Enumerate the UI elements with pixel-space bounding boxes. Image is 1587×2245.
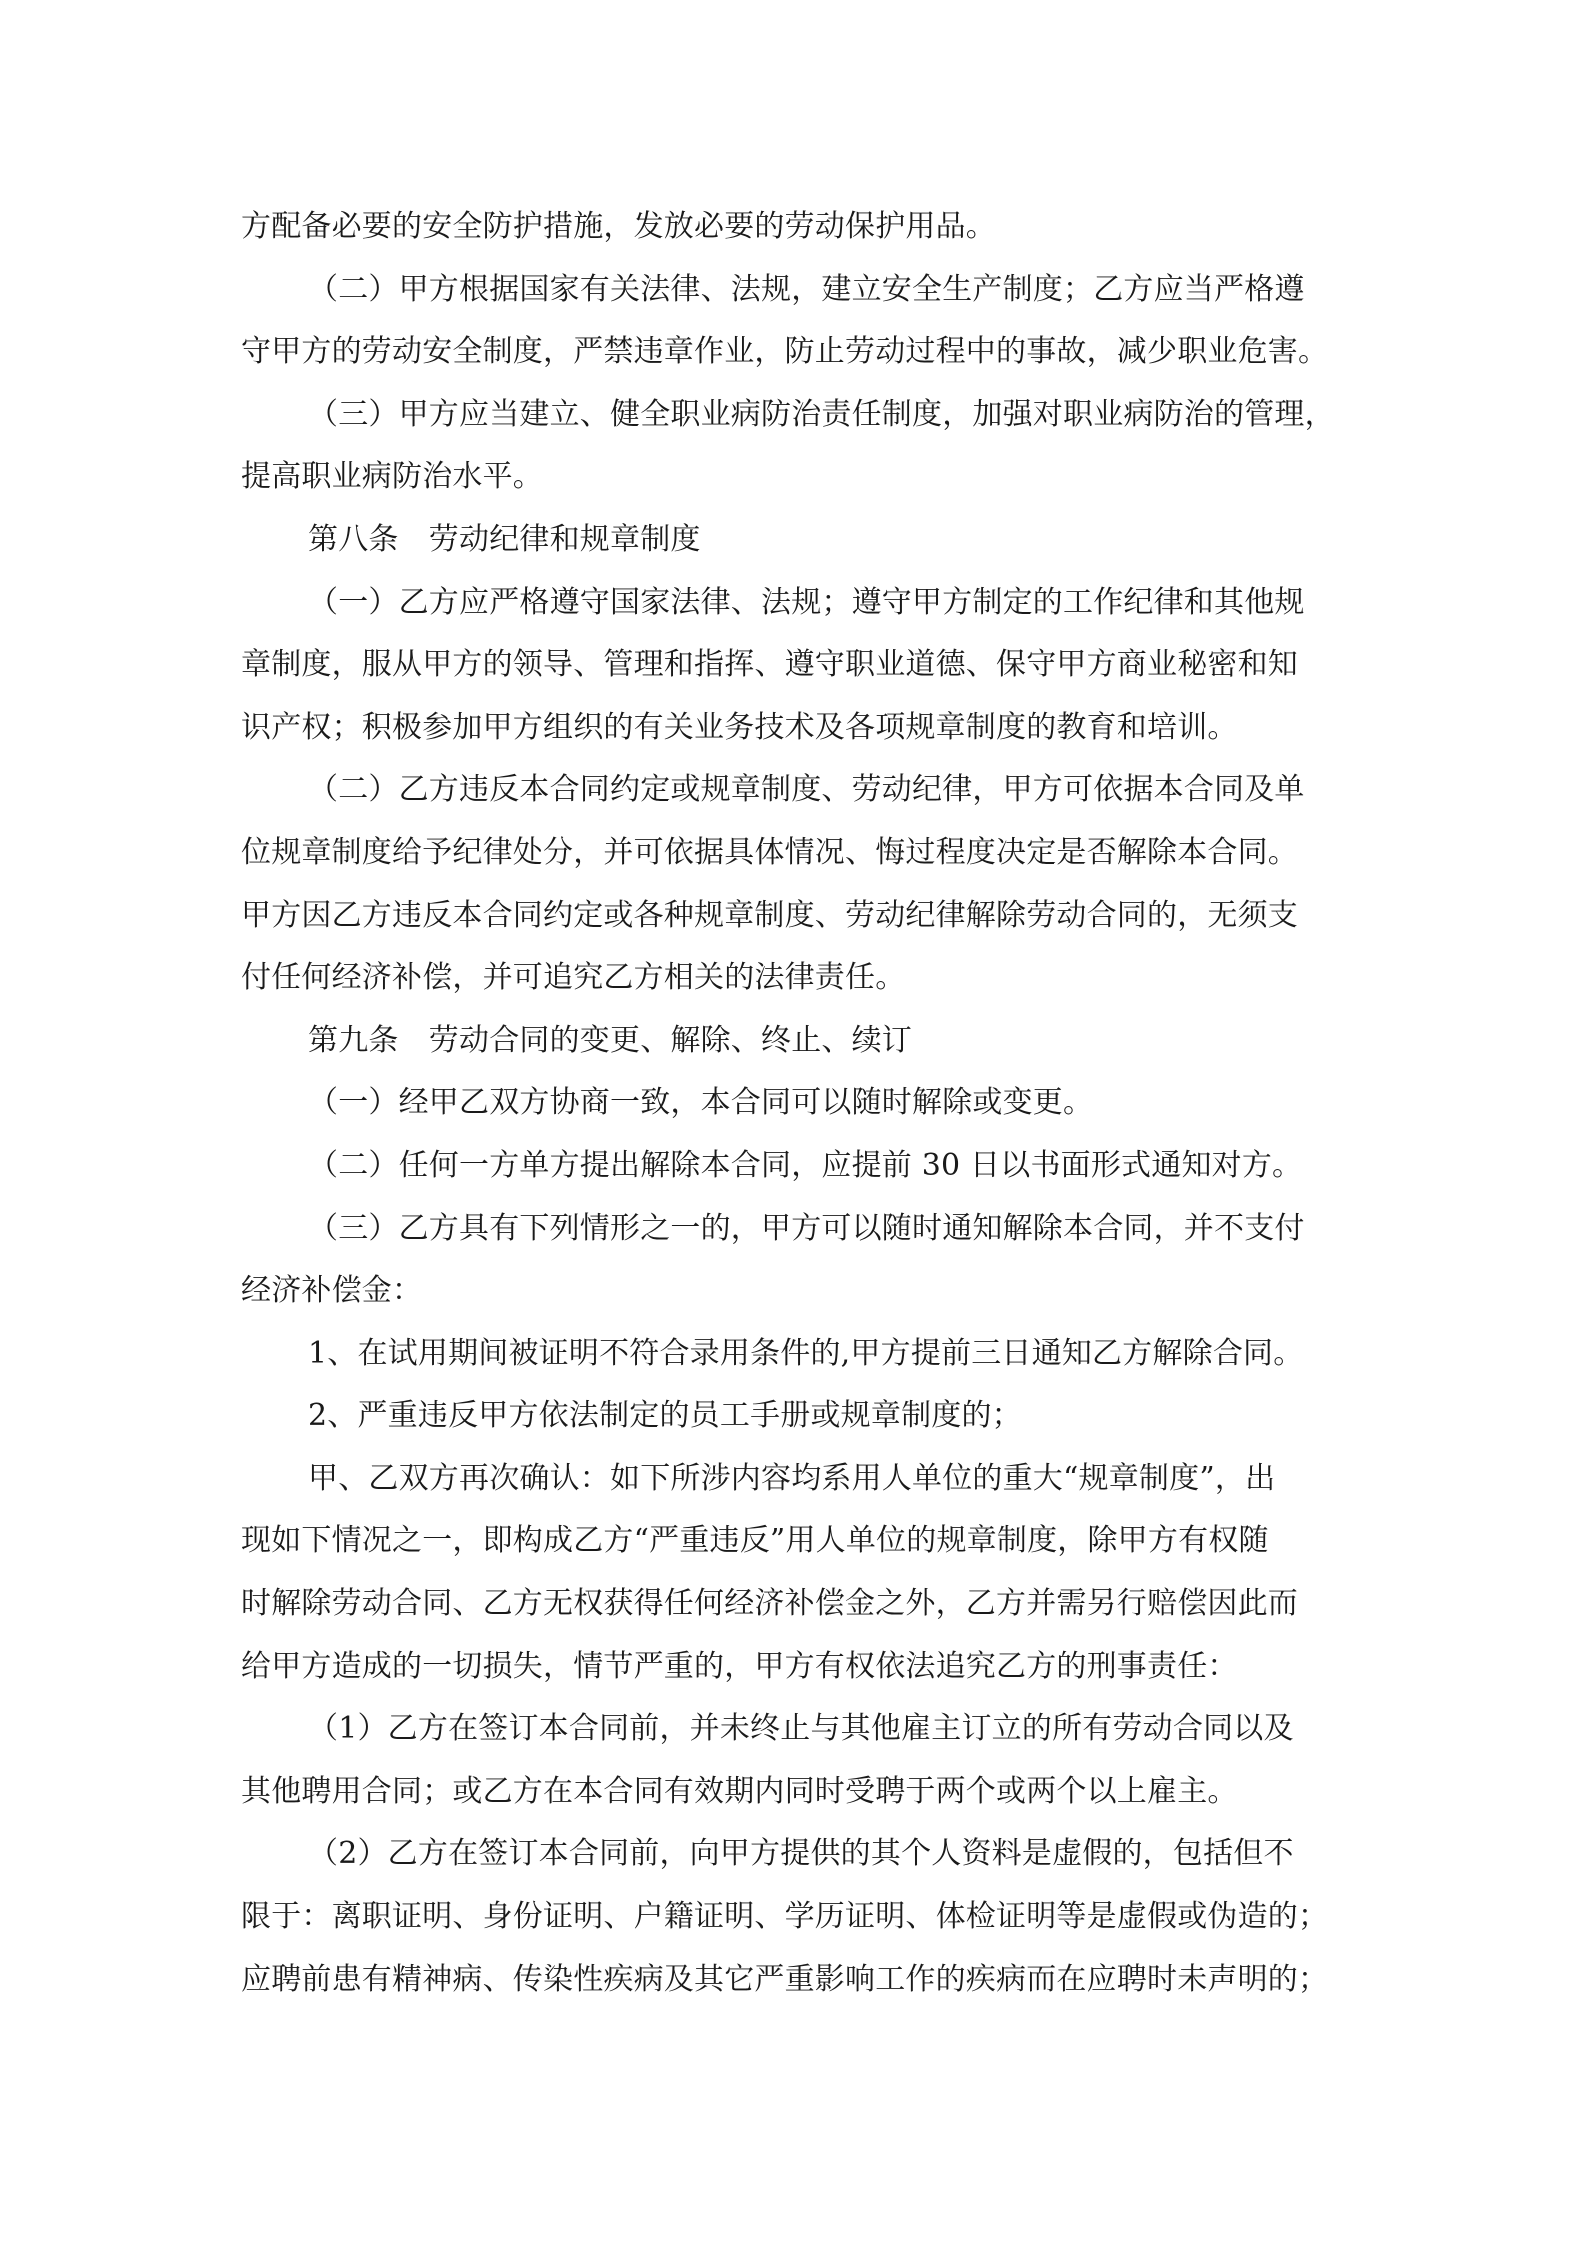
- text-line: 经济补偿金：: [241, 1273, 423, 1309]
- text-line: 位规章制度给予纪律处分，并可依据具体情况、悔过程度决定是否解除本合同。: [241, 834, 1298, 870]
- text-line: 识产权；积极参加甲方组织的有关业务技术及各项规章制度的教育和培训。: [241, 709, 1238, 745]
- text-line: 1、在试用期间被证明不符合录用条件的,甲方提前三日通知乙方解除合同。: [308, 1335, 1304, 1371]
- text-line: （二）任何一方单方提出解除本合同，应提前 30 日以书面形式通知对方。: [308, 1147, 1303, 1183]
- text-line: 甲方因乙方违反本合同约定或各种规章制度、劳动纪律解除劳动合同的，无须支: [241, 897, 1298, 933]
- text-line: （2）乙方在签订本合同前，向甲方提供的其个人资料是虚假的，包括但不: [308, 1836, 1294, 1872]
- text-line: （1）乙方在签订本合同前，并未终止与其他雇主订立的所有劳动合同以及: [308, 1711, 1294, 1747]
- text-line: （三）甲方应当建立、健全职业病防治责任制度，加强对职业病防治的管理，: [308, 396, 1335, 432]
- text-line: 现如下情况之一，即构成乙方“严重违反”用人单位的规章制度，除甲方有权随: [241, 1523, 1269, 1559]
- text-line: （三）乙方具有下列情形之一的，甲方可以随时通知解除本合同，并不支付: [308, 1210, 1305, 1246]
- section-heading: 第八条 劳动纪律和规章制度: [308, 521, 701, 557]
- text-line: 付任何经济补偿，并可追究乙方相关的法律责任。: [241, 960, 906, 996]
- text-line: 守甲方的劳动安全制度，严禁违章作业，防止劳动过程中的事故，减少职业危害。: [241, 334, 1329, 370]
- text-line: （二）甲方根据国家有关法律、法规，建立安全生产制度；乙方应当严格遵: [308, 271, 1305, 307]
- text-line: 甲、乙双方再次确认：如下所涉内容均系用人单位的重大“规章制度”，出: [308, 1460, 1276, 1496]
- text-line: 给甲方造成的一切损失，情节严重的，甲方有权依法追究乙方的刑事责任：: [241, 1648, 1238, 1684]
- document-body: [241, 196, 1347, 2011]
- text-line: （一）经甲乙双方协商一致，本合同可以随时解除或变更。: [308, 1085, 1094, 1121]
- text-line: 章制度，服从甲方的领导、管理和指挥、遵守职业道德、保守甲方商业秘密和知: [241, 647, 1298, 683]
- section-heading: 第九条 劳动合同的变更、解除、终止、续订: [308, 1022, 912, 1058]
- text-line: 时解除劳动合同、乙方无权获得任何经济补偿金之外，乙方并需另行赔偿因此而: [241, 1586, 1298, 1622]
- text-line: 提高职业病防治水平。: [241, 459, 543, 495]
- text-line: （一）乙方应严格遵守国家法律、法规；遵守甲方制定的工作纪律和其他规: [308, 584, 1305, 620]
- text-line: 应聘前患有精神病、传染性疾病及其它严重影响工作的疾病而在应聘时未声明的；: [241, 1961, 1329, 1997]
- text-line: 限于：离职证明、身份证明、户籍证明、学历证明、体检证明等是虚假或伪造的；: [241, 1899, 1329, 1935]
- text-line: 2、严重违反甲方依法制定的员工手册或规章制度的；: [308, 1398, 1022, 1434]
- text-line: 其他聘用合同；或乙方在本合同有效期内同时受聘于两个或两个以上雇主。: [241, 1773, 1238, 1809]
- text-line: 方配备必要的安全防护措施，发放必要的劳动保护用品。: [241, 209, 996, 244]
- text-line: （二）乙方违反本合同约定或规章制度、劳动纪律，甲方可依据本合同及单: [308, 772, 1305, 808]
